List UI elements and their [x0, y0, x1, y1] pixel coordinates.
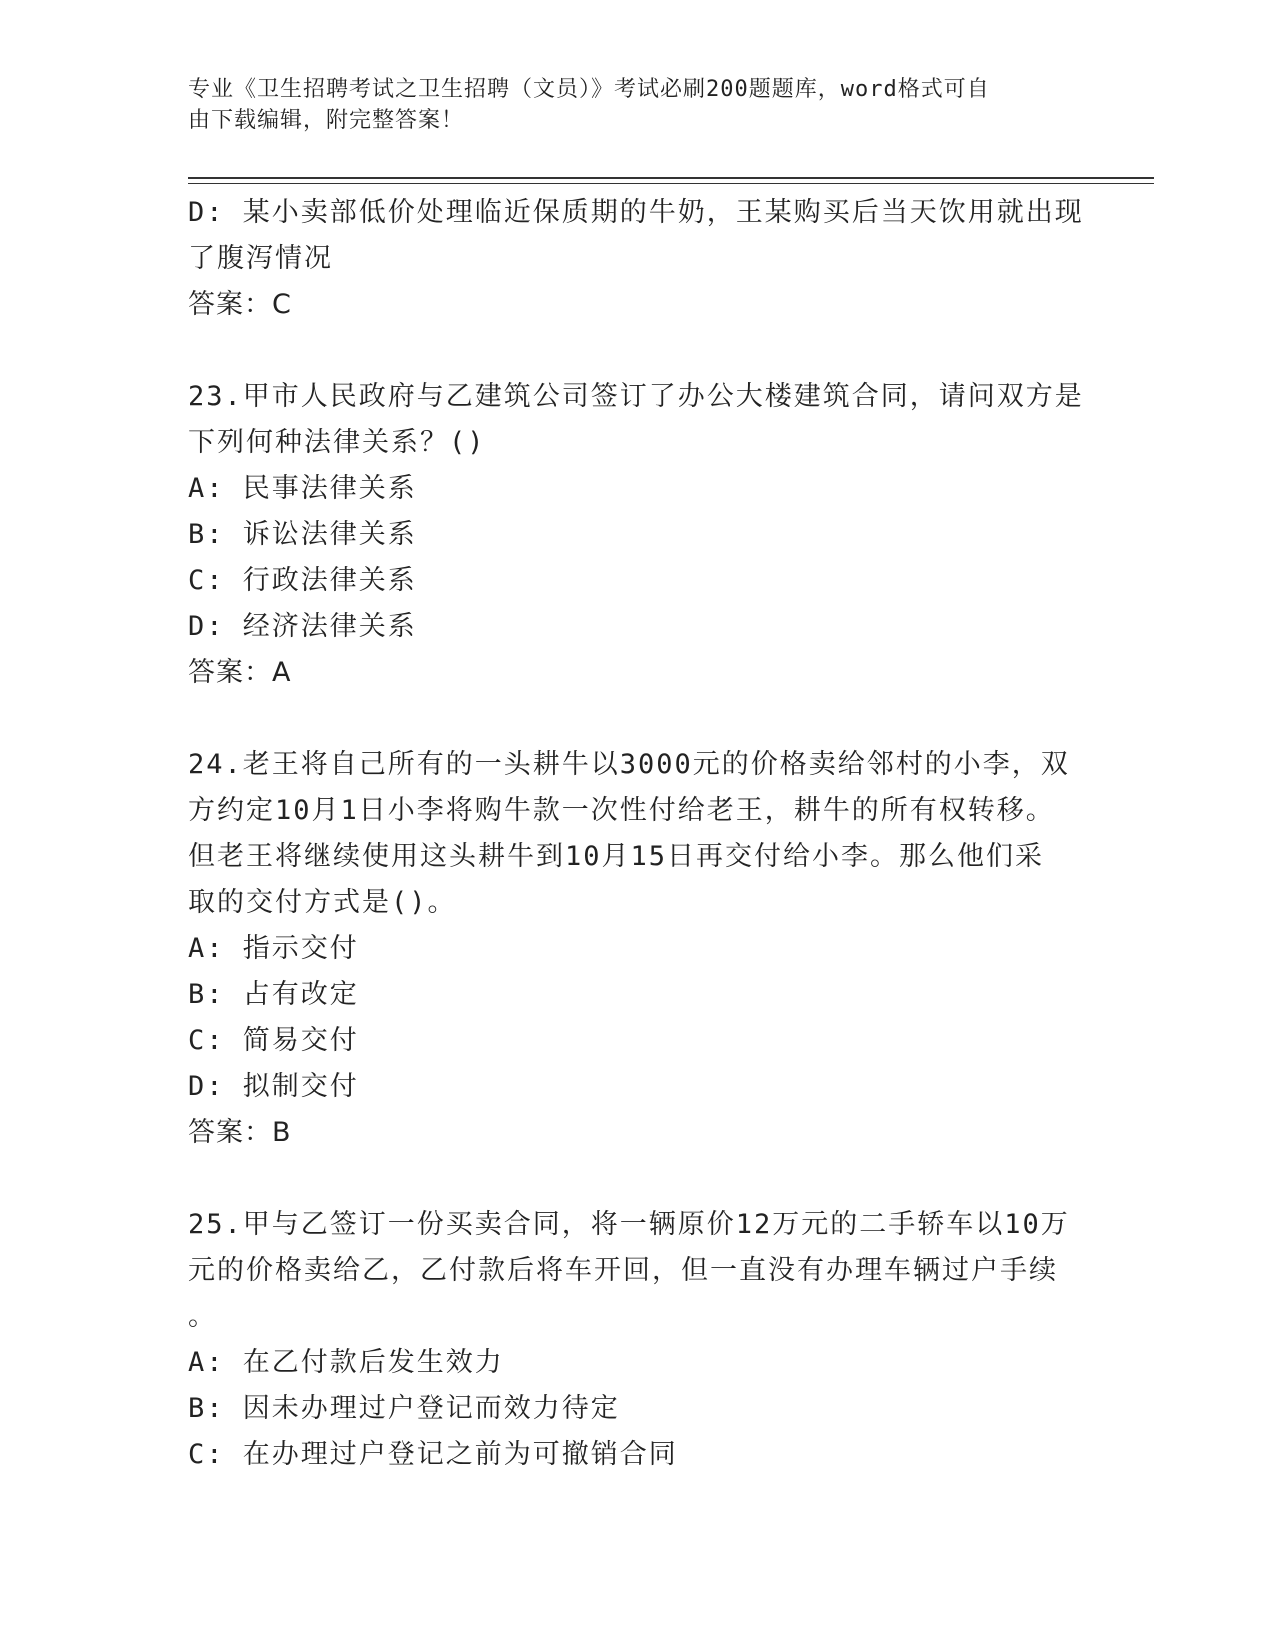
- previous-question-tail: [188, 190, 1088, 328]
- option-b: B: 诉讼法律关系: [188, 519, 417, 550]
- question-24: [188, 742, 1088, 1156]
- question-23: [188, 374, 1088, 696]
- question-stem-line-1: 25.甲与乙签订一份买卖合同，将一辆原价12万元的二手轿车以10万: [188, 1209, 1070, 1240]
- option-a: A: 在乙付款后发生效力: [188, 1347, 504, 1378]
- header-rule-thick: [188, 177, 1154, 179]
- option-d-line-2: 了腹泻情况: [188, 243, 333, 274]
- option-c: C: 行政法律关系: [188, 565, 417, 596]
- question-stem-line-1: 24.老王将自己所有的一头耕牛以3000元的价格卖给邻村的小李，双: [188, 749, 1070, 780]
- option-d: D: 经济法律关系: [188, 611, 417, 642]
- answer-line: 答案：A: [188, 657, 292, 688]
- document-header: [188, 74, 1078, 136]
- spacer: [188, 1156, 1088, 1202]
- header-rule-thin: [188, 183, 1154, 184]
- question-content: [188, 190, 1088, 1478]
- header-title-line-2: 由下载编辑，附完整答案！: [188, 108, 465, 133]
- answer-line: 答案：C: [188, 289, 292, 320]
- question-stem-line-2: 下列何种法律关系？(): [188, 427, 486, 458]
- question-stem-line-1: 23.甲市人民政府与乙建筑公司签订了办公大楼建筑合同，请问双方是: [188, 381, 1084, 412]
- option-b: B: 占有改定: [188, 979, 359, 1010]
- question-25: [188, 1202, 1088, 1478]
- spacer: [188, 696, 1088, 742]
- question-stem-line-3: 但老王将继续使用这头耕牛到10月15日再交付给小李。那么他们采: [188, 841, 1045, 872]
- option-c: C: 简易交付: [188, 1025, 359, 1056]
- question-stem-line-3: 。: [188, 1301, 217, 1332]
- option-a: A: 指示交付: [188, 933, 359, 964]
- option-c: C: 在办理过户登记之前为可撤销合同: [188, 1439, 678, 1470]
- question-stem-line-2: 方约定10月1日小李将购牛款一次性付给老王，耕牛的所有权转移。: [188, 795, 1055, 826]
- spacer: [188, 328, 1088, 374]
- answer-line: 答案：B: [188, 1117, 292, 1148]
- header-title-line-1: 专业《卫生招聘考试之卫生招聘（文员）》考试必刷200题题库，word格式可自: [188, 77, 990, 102]
- option-d-line-1: D: 某小卖部低价处理临近保质期的牛奶，王某购买后当天饮用就出现: [188, 197, 1084, 228]
- question-stem-line-2: 元的价格卖给乙，乙付款后将车开回，但一直没有办理车辆过户手续: [188, 1255, 1058, 1286]
- option-b: B: 因未办理过户登记而效力待定: [188, 1393, 620, 1424]
- question-stem-line-4: 取的交付方式是()。: [188, 887, 457, 918]
- option-a: A: 民事法律关系: [188, 473, 417, 504]
- option-d: D: 拟制交付: [188, 1071, 359, 1102]
